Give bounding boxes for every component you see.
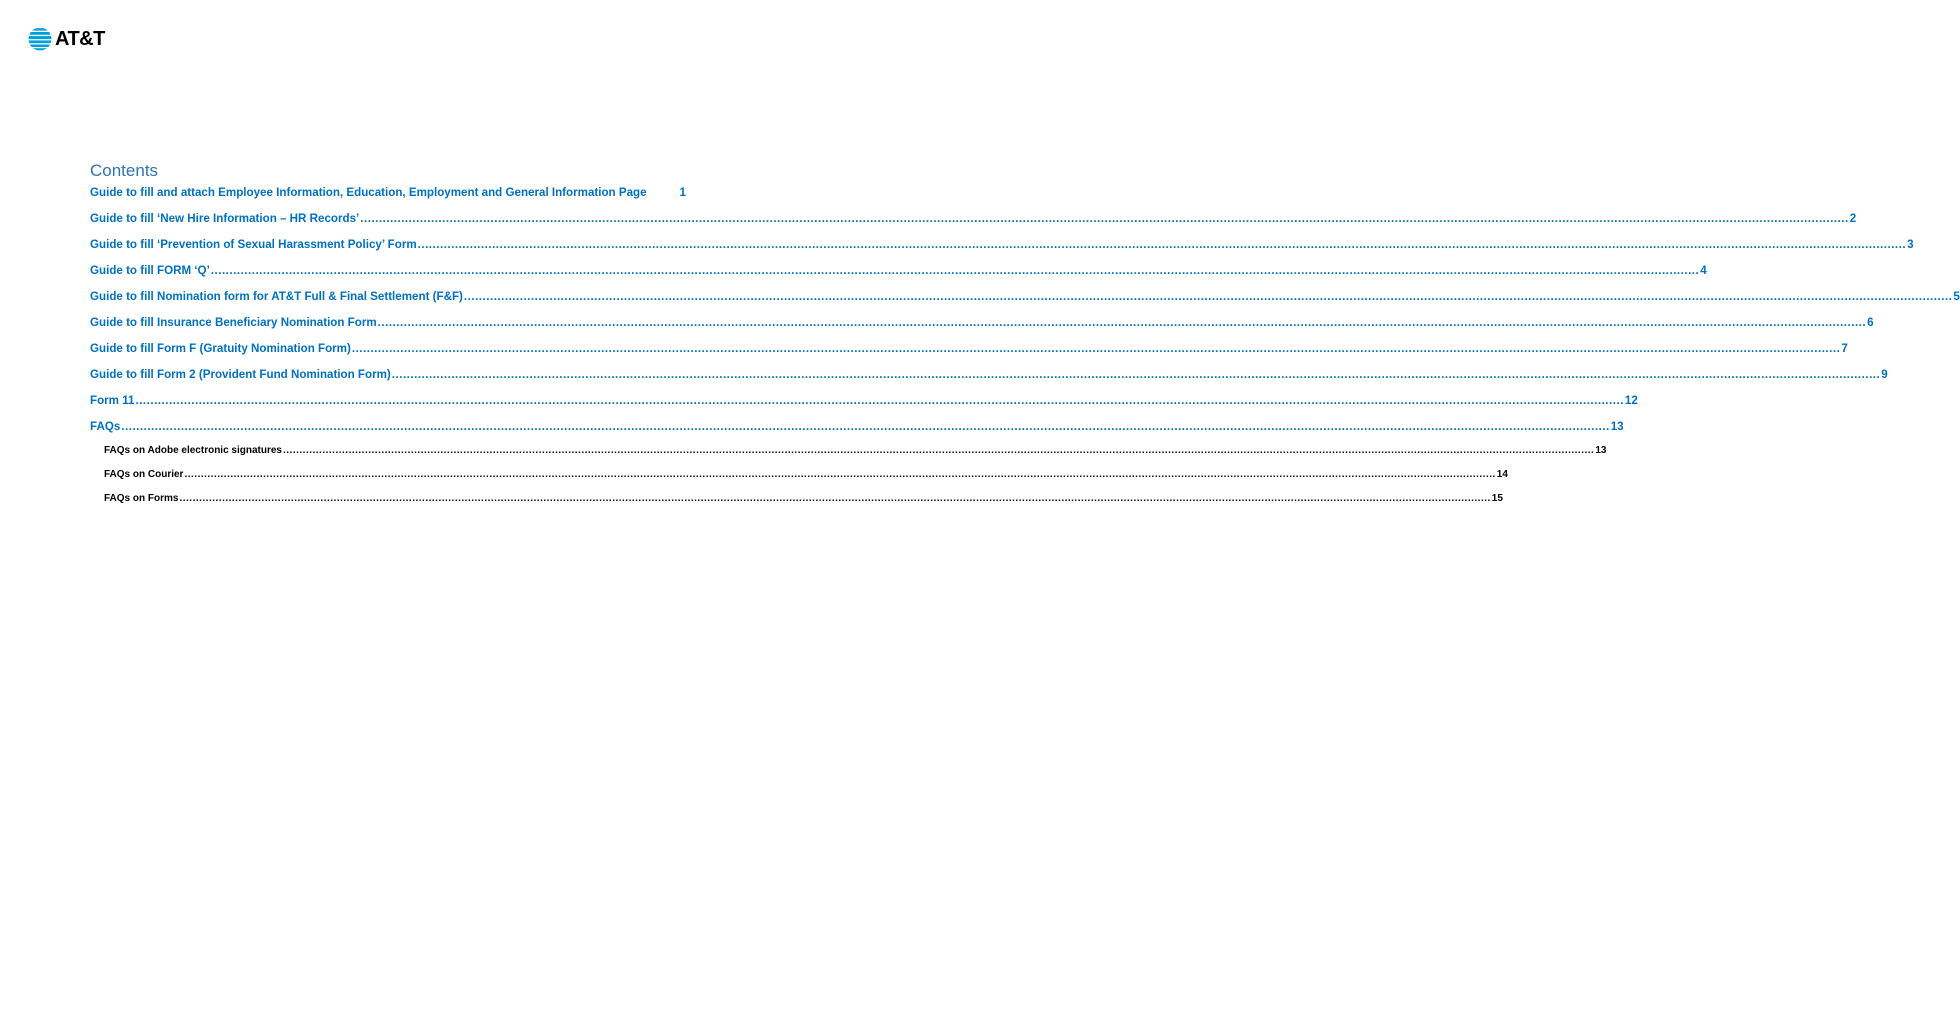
toc-leader-dots: ................................................................................................................................................................................................................................................................................................................................................................................................................: [135, 394, 1624, 407]
att-logo: [28, 27, 105, 51]
toc-leader-dots: ................................................................................................................................................................................................................................................................................................................................................................................................................: [351, 342, 1841, 355]
toc-entry-title: FAQs: [90, 420, 121, 433]
toc-subentry[interactable]: [90, 444, 1607, 458]
toc-subentry[interactable]: [90, 492, 1503, 506]
toc-entry-page-number: 13: [1610, 420, 1624, 433]
toc-entry-page-number: 12: [1624, 394, 1638, 407]
toc-entry-title: Guide to fill ‘Prevention of Sexual Harassment Policy’ Form: [90, 238, 417, 251]
toc-entry[interactable]: [90, 212, 1857, 226]
toc-entry-title: Guide to fill Insurance Beneficiary Nomination Form: [90, 316, 377, 329]
att-globe-icon: [28, 27, 52, 51]
toc-entry[interactable]: [90, 368, 1888, 382]
toc-entry-title: FAQs on Forms: [104, 493, 179, 504]
toc-entry[interactable]: [90, 186, 686, 200]
toc-entry-page-number: 13: [1595, 445, 1607, 456]
toc-entry[interactable]: [90, 264, 1707, 278]
toc-entry[interactable]: [90, 394, 1638, 408]
toc-entry[interactable]: [90, 238, 1914, 252]
toc-entry-title: Guide to fill FORM ‘Q’: [90, 264, 210, 277]
toc-entry-page-number: 6: [1867, 316, 1874, 329]
toc-entry-page-number: 1: [679, 186, 686, 199]
toc-leader-dots: ................................................................................................................................................................................................................................................................................................................................................................................................................: [391, 368, 1881, 381]
toc-entry-title: Guide to fill Form 2 (Provident Fund Nomination Form): [90, 368, 391, 381]
toc-entry-title: Guide to fill Form F (Gratuity Nomination Form): [90, 342, 351, 355]
toc-entry-title: Guide to fill Nomination form for AT&T Full & Final Settlement (F&F): [90, 290, 463, 303]
brand-name: AT&T: [55, 27, 105, 50]
toc-leader-dots: ................................................................................................................................................................................................................................................................................................................................................................................................................: [360, 212, 1849, 225]
toc-entry-page-number: 5: [1953, 290, 1960, 303]
toc-entry-title: FAQs on Adobe electronic signatures: [104, 445, 282, 456]
toc-entry-page-number: 14: [1496, 469, 1508, 480]
toc-leader-dots: ................................................................................................................................................................................................................................................................................................................................................................................................................: [377, 316, 1867, 329]
toc-leader-dots: ................................................................................................................................................................................................................................................................................................................................................................................................................: [121, 420, 1610, 433]
toc-subentry[interactable]: [90, 468, 1508, 482]
toc-leader-dots: ................................................................................................................................................................................................................................................................................................................................................................................................................: [283, 445, 1595, 456]
toc-entry-title: Form 11: [90, 394, 135, 407]
toc-entry[interactable]: [90, 316, 1874, 330]
toc-entry-page-number: 4: [1700, 264, 1707, 277]
toc-entry-page-number: 2: [1849, 212, 1857, 225]
toc-entry[interactable]: [90, 290, 1960, 304]
contents-heading: Contents: [90, 161, 159, 180]
toc-entry-title: Guide to fill ‘New Hire Information – HR Records’: [90, 212, 360, 225]
toc-entry-page-number: 7: [1841, 342, 1848, 355]
toc-entry-title: Guide to fill and attach Employee Information, Education, Employment and General Information Page: [90, 186, 647, 199]
toc-leader-dots: ................................................................................................................................................................................................................................................................................................................................................................................................................: [463, 290, 1953, 303]
table-of-contents: [90, 160, 1960, 506]
toc-entry[interactable]: [90, 420, 1624, 434]
toc-entry-title: FAQs on Courier: [104, 469, 184, 480]
toc-leader-dots: ................................................................................................................................................................................................................................................................................................................................................................................................................: [184, 469, 1496, 480]
toc-entry-page-number: 15: [1491, 493, 1503, 504]
toc-entry-page-number: 9: [1881, 368, 1888, 381]
toc-leader-dots: ................................................................................................................................................................................................................................................................................................................................................................................................................: [210, 264, 1700, 277]
toc-leader-dots: ................................................................................................................................................................................................................................................................................................................................................................................................................: [417, 238, 1907, 251]
toc-leader-dots: ................................................................................................................................................................................................................................................................................................................................................................................................................: [179, 493, 1491, 504]
toc-entry-page-number: 3: [1907, 238, 1914, 251]
toc-list: [90, 186, 1960, 506]
toc-entry[interactable]: [90, 342, 1848, 356]
